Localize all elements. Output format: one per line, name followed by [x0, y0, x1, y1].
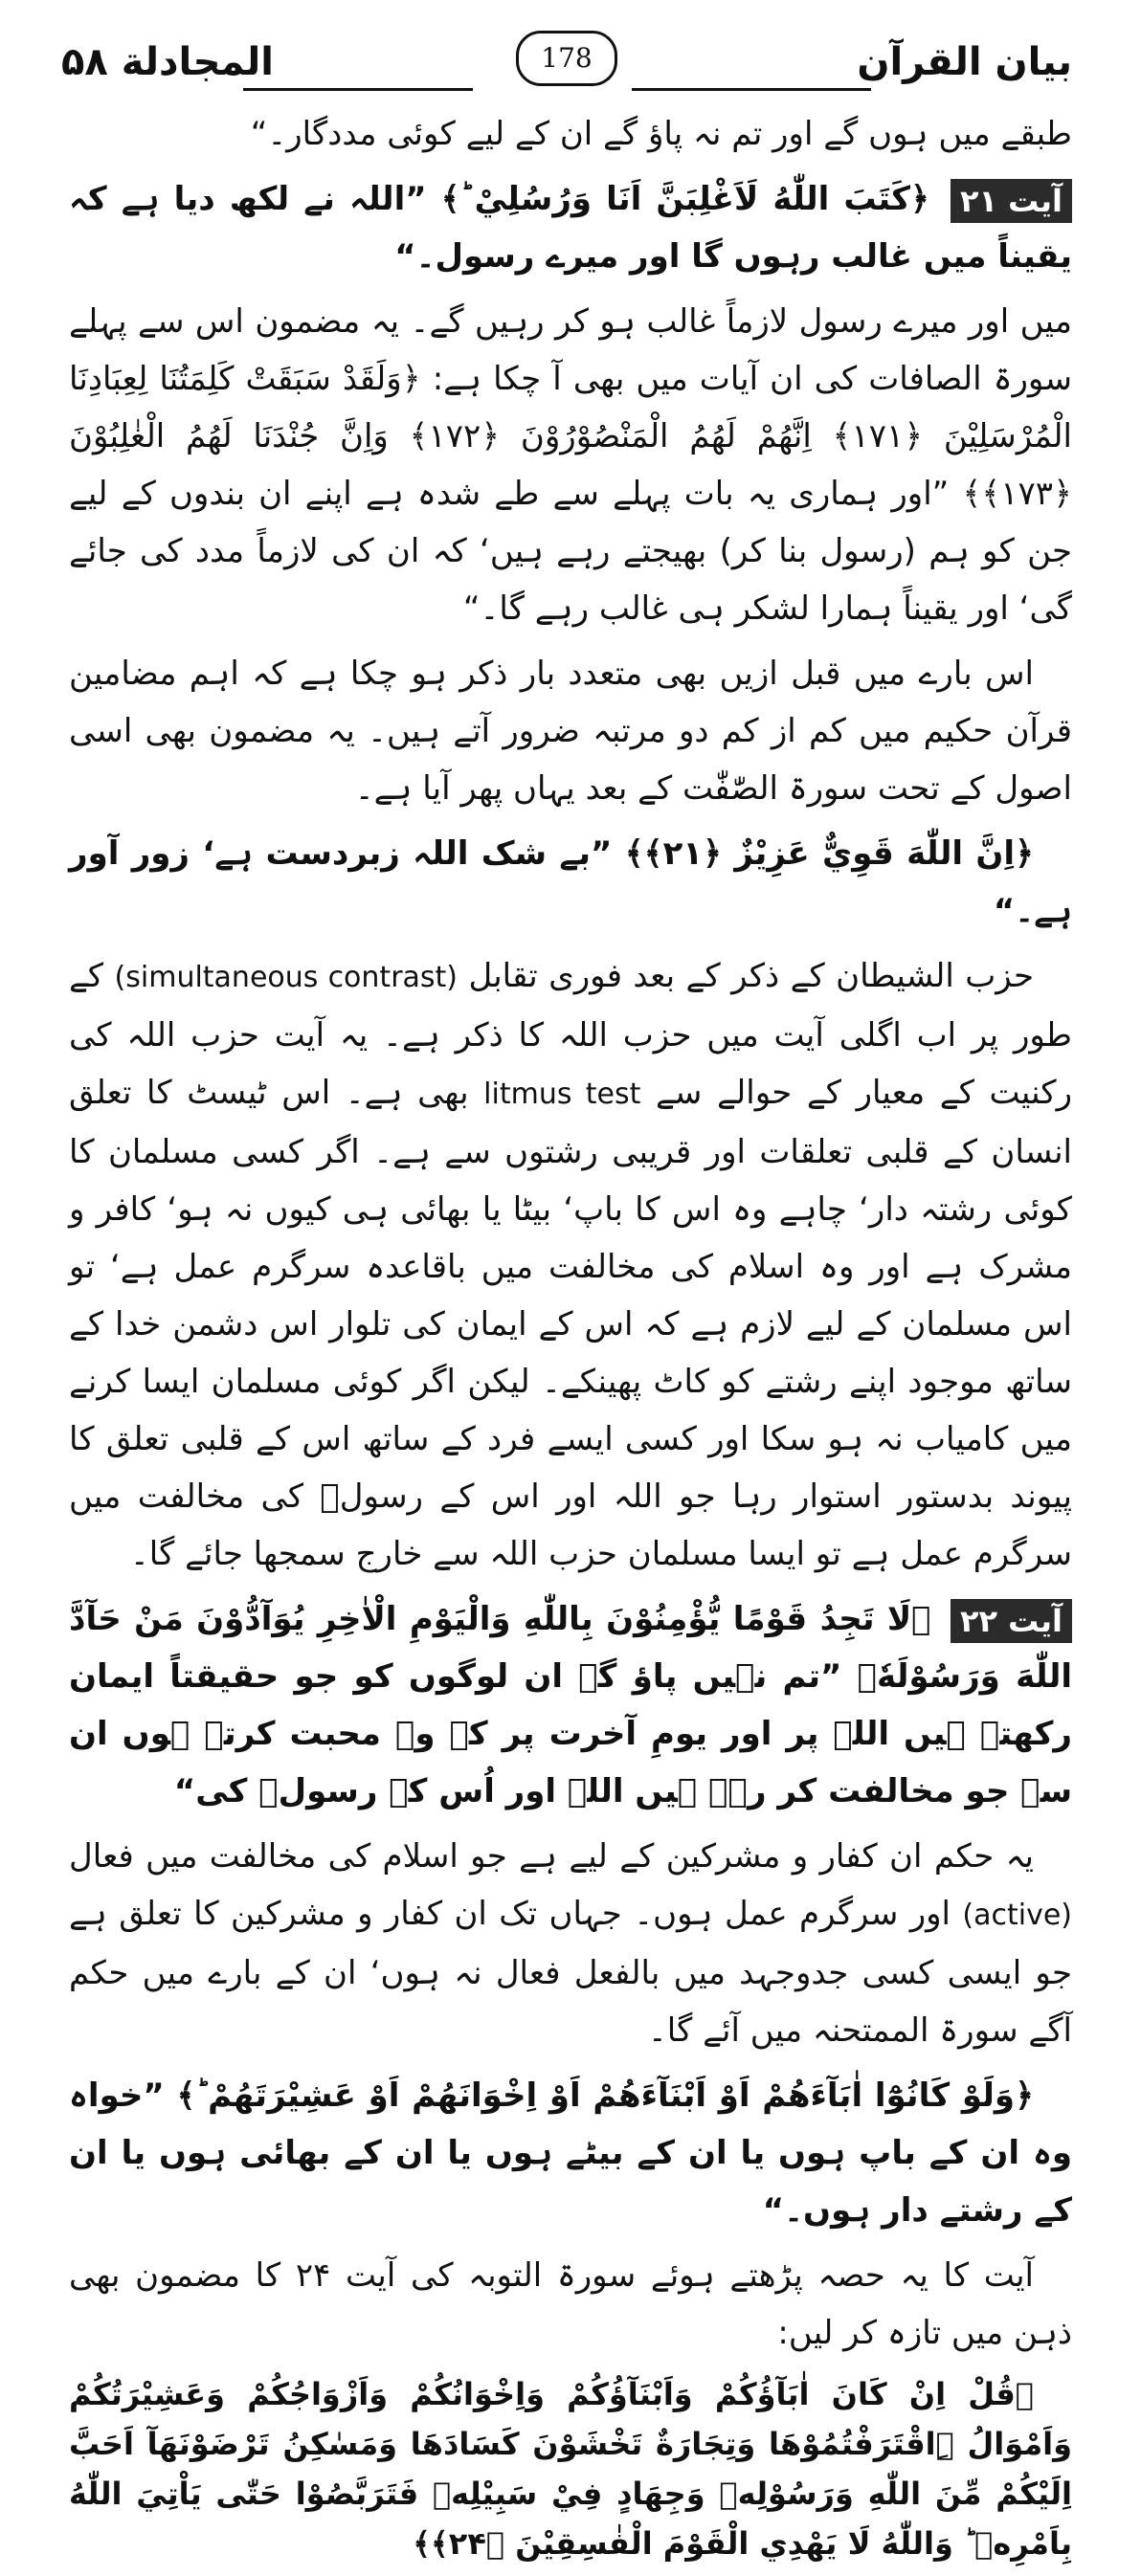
quoted-ayat: ﴿قُلْ اِنْ كَانَ اٰبَآؤُكُمْ وَاَبْنَآؤُكُمْ وَاِخْوَانُكُمْ وَاَزْوَاجُكُمْ وَعَشِيْرَتُكُمْ وَاَمْوَالُ ِۨاقْتَرَفْتُمُوْهَا وَتِجَارَةٌ تَخْشَوْنَ كَسَادَهَا وَمَسٰكِنُ تَرْضَوْنَهَآ اَحَبَّ اِلَيْكُمْ مِّنَ اللّٰهِ وَرَسُوْلِهٖ وَجِهَادٍ فِيْ سَبِيْلِهٖ فَتَرَبَّصُوْا حَتّٰى يَاْتِيَ اللّٰهُ بِاَمْرِهٖ ؕ وَاللّٰهُ لَا يَهْدِي الْقَوْمَ الْفٰسِقِيْنَ ﴿۲۴﴾﴾ [69, 2376, 1072, 2562]
surah-title: المجادلة ۵۸ [61, 40, 274, 84]
page-number: 178 [516, 31, 617, 86]
ayat-paragraph [69, 170, 1072, 285]
page-body [69, 105, 1072, 2576]
ayat-number-badge: آیت ۲۲ [951, 1599, 1072, 1643]
paragraph: طبقے میں ہوں گے اور تم نہ پاؤ گے ان کے لیے کوئی مددگار۔“ [250, 115, 1072, 153]
paragraph-text: حزب الشیطان کے ذکر کے بعد فوری تقابل [468, 957, 1034, 995]
book-title: بیان القرآن [857, 40, 1072, 84]
ayat-text: ﴿اِنَّ اللّٰهَ قَوِيٌّ عَزِيْزٌ ﴿۲۱﴾﴾ ”بے شک اللہ زبردست ہے‘ زور آور ہے۔“ [69, 834, 1072, 930]
paragraph-text: یہ حکم ان کفار و مشرکین کے لیے ہے جو اسلام کی مخالفت میں فعال [69, 1837, 1034, 1876]
paragraph: آیت کا یہ حصہ پڑھتے ہوئے سورۃ التوبہ کی آیت ۲۴ کا مضمون بھی ذہن میں تازہ کر لیں: [69, 2256, 1072, 2352]
header-rule-right [632, 88, 871, 91]
ayat-number-badge: آیت ۲۱ [951, 179, 1072, 223]
english-term: (simultaneous contrast) [114, 961, 459, 994]
page-header [61, 36, 1072, 94]
paragraph-text: کے طور پر اب اگلی آیت میں حزب اللہ کا ذکر ہے۔ یہ آیت حزب اللہ کی رکنیت کے معیار کے حوالے سے [69, 957, 1073, 1112]
paragraph: اس بارے میں قبل ازیں بھی متعدد بار ذکر ہو چکا ہے کہ اہم مضامین قرآن حکیم میں کم از کم دو مرتبہ ضرور آتے ہیں۔ یہ مضمون بھی اسی اصول کے تحت سورۃ الصّٰفّٰت کے بعد یہاں پھر آیا ہے۔ [69, 655, 1072, 808]
ayat-paragraph [69, 1590, 1072, 1820]
english-term: litmus test [483, 1077, 641, 1111]
ayat-text: ﴿وَلَوْ كَانُوْٓا اٰبَآءَهُمْ اَوْ اَبْنَآءَهُمْ اَوْ اِخْوَانَهُمْ اَوْ عَشِيْرَتَهُمْ ؕ﴾ ”خواہ وہ ان کے باپ ہوں یا ان کے بیٹے ہوں یا ان کے بھائی ہوں یا ان کے رشتے دار ہوں۔“ [69, 2076, 1072, 2230]
ayat-text: ﴿لَا تَجِدُ قَوْمًا يُّؤْمِنُوْنَ بِاللّٰهِ وَالْيَوْمِ الْاٰخِرِ يُوَآدُّوْنَ مَنْ حَآدَّ اللّٰهَ وَرَسُوْلَهٗ﴾ ”تم نہیں پاؤ گے ان لوگوں کو جو حقیقتاً ایمان رکھتے ہیں اللہ پر اور یومِ آخرت پر کہ وہ محبت کرتے ہوں ان سے جو مخالفت کر رہے ہیں اللہ اور اُس کے رسولؐ کی“ [69, 1600, 1072, 1810]
paragraph-text: اور سرگرم عمل ہوں۔ جہاں تک ان کفار و مشرکین کا تعلق ہے جو ایسی کسی جدوجہد میں بالفعل فعال نہ ہوں‘ ان کے بارے میں حکم آگے سورۃ الممتحنہ میں آئے گا۔ [69, 1895, 1072, 2050]
paragraph: میں اور میرے رسول لازماً غالب ہو کر رہیں گے۔ یہ مضمون اس سے پہلے سورۃ الصافات کی ان آیات میں بھی آ چکا ہے: ﴿وَلَقَدْ سَبَقَتْ كَلِمَتُنَا لِعِبَادِنَا الْمُرْسَلِيْنَ ﴿۱۷۱﴾ اِنَّهُمْ لَهُمُ الْمَنْصُوْرُوْنَ ﴿۱۷۲﴾ وَاِنَّ جُنْدَنَا لَهُمُ الْغٰلِبُوْنَ ﴿۱۷۳﴾﴾ ”اور ہماری یہ بات پہلے سے طے شدہ ہے اپنے ان بندوں کے لیے جن کو ہم (رسول بنا کر) بھیجتے رہے ہیں‘ کہ ان کی لازماً مدد کی جائے گی‘ اور یقیناً ہمارا لشکر ہی غالب رہے گا۔“ [69, 302, 1072, 628]
header-rule-left [243, 88, 473, 91]
paragraph [69, 947, 1072, 1583]
paragraph [69, 1828, 1072, 2059]
paragraph-text: بھی ہے۔ اس ٹیسٹ کا تعلق انسان کے قلبی تعلقات اور قریبی رشتوں سے ہے۔ اگر کسی مسلمان کا کوئی رشتہ دار‘ چاہے وہ اس کا باپ‘ بیٹا یا بھائی ہی کیوں نہ ہو‘ کافر و مشرک ہے اور وہ اسلام کی مخالفت میں باقاعدہ سرگرم عمل ہے‘ تو اس مسلمان کے لیے لازم ہے کہ اس کے ایمان کی تلوار اس دشمن خدا کے ساتھ موجود اپنے رشتے کو کاٹ پھینکے۔ لیکن اگر کوئی مسلمان ایسا کرنے میں کامیاب نہ ہو سکا اور کسی ایسے فرد کے ساتھ اس کے قلبی تعلق کا پیوند بدستور استوار رہا جو اللہ اور اس کے رسولؐ کی مخالفت میں سرگرم عمل ہے تو ایسا مسلمان حزب اللہ سے خارج سمجھا جائے گا۔ [69, 1074, 1072, 1573]
english-term: (active) [962, 1899, 1073, 1932]
ayat-text: ﴿كَتَبَ اللّٰهُ لَاَغْلِبَنَّ اَنَا وَرُسُلِيْ ؕ﴾ ”اللہ نے لکھ دیا ہے کہ یقیناً میں غالب رہوں گا اور میرے رسول۔“ [69, 180, 1072, 276]
